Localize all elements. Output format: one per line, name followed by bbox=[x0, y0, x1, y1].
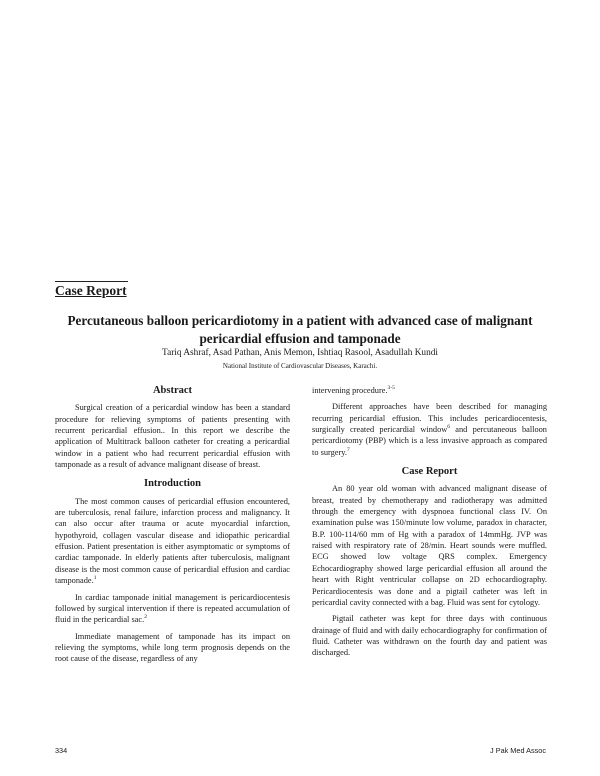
affiliation: National Institute of Cardiovascular Diseases, Karachi. bbox=[222, 362, 378, 370]
left-column bbox=[55, 385, 290, 670]
approaches-paragraph: Different approaches have been described for managing recurring pericardial effusion. This includes pericardiocentesis, surgically created pericardial window$^6$ and percutaneous balloon pericardiotomy (PBP) which is a less invasive approach as compared to surgery.$^7$ bbox=[312, 402, 547, 457]
journal-name: J Pak Med Assoc bbox=[490, 746, 546, 755]
citation: 2 bbox=[144, 614, 147, 621]
case-report-heading: Case Report bbox=[401, 466, 458, 478]
section-rule bbox=[55, 281, 128, 282]
citation: 7 bbox=[347, 446, 350, 453]
introduction-heading: Introduction bbox=[144, 478, 201, 490]
article-title: Percutaneous balloon pericardiotomy in a patient with advanced case of malignant pericardial effusion and tamponade bbox=[67, 313, 533, 346]
citation: 1 bbox=[93, 575, 97, 582]
section-label: Case Report bbox=[55, 283, 127, 298]
page-number: 334 bbox=[55, 746, 68, 755]
intro-paragraph-2: In cardiac tamponade initial management is pericardiocentesis followed by surgical intervention if there is repeated accumulation of fluid in the pericardial sac.$^2$ bbox=[55, 592, 290, 625]
continued-paragraph: intervening procedure.$^{3-5}$ bbox=[312, 385, 395, 395]
case-paragraph-2: Pigtail catheter was kept for three days with continuous drainage of fluid and with daily echocardiography for confirmation of fluid. Catheter was withdrawn on the fourth day and patient was discharged. bbox=[312, 614, 547, 658]
author-list: Tariq Ashraf, Asad Pathan, Anis Memon, Ishtiaq Rasool, Asadullah Kundi bbox=[162, 348, 438, 358]
abstract-text: Surgical creation of a pericardial window has been a standard procedure for relieving symptoms of patients presenting with recurrent pericardial effusion.. In this report we describe the application of Multitrack balloon catheter for creating a pericardial window in a patient who had recurrent pericardial effusion with tamponade as a result of advance malignant disease of breast. bbox=[55, 403, 290, 470]
case-paragraph-1: An 80 year old woman with advanced malignant disease of breast, treated by chemotherapy and radiotherapy was admitted through the emergency with dyspnoea functional class IV. On examination pulse was 150/minute low volume, paradox in character, B.P. 100-114/60 mm of Hg with a paradox of 14mmHg. JVP was raised with respiratory rate of 28/min. Heart sounds were muffled. ECG showed low voltage QRS complex. Emergency Echocardiography showed large pericardial effusion all around the heart with Right ventricular collapse on 2D echocardiography. Pericardiocentesis was done and a pigtail catheter was left in pericardial cavity connected with a bag. Fluid was sent for cytology. bbox=[312, 484, 547, 607]
right-column bbox=[312, 385, 547, 664]
intro-paragraph-3: Immediate management of tamponade has its impact on relieving the symptoms, while long term prognosis depends on the root cause of the disease, regardless of any bbox=[55, 631, 290, 664]
abstract-heading: Abstract bbox=[152, 385, 193, 396]
citation: 3-5 bbox=[387, 385, 395, 392]
citation: 6 bbox=[447, 424, 451, 431]
intro-paragraph-1: The most common causes of pericardial effusion encountered, are tuberculosis, renal failure, infarction process and malignancy. It can also occur after trauma or acute myocardial infarction, hypothyroid, collagen vascular disease and idiopathic pericardial effusion. Patient presentation is either asymptomatic or symptoms of cardiac tamponade. In elderly patients after tuberculosis, malignant disease is the most common cause of pericardial effusion and cardiac tamponade.$^1$ bbox=[55, 496, 290, 586]
